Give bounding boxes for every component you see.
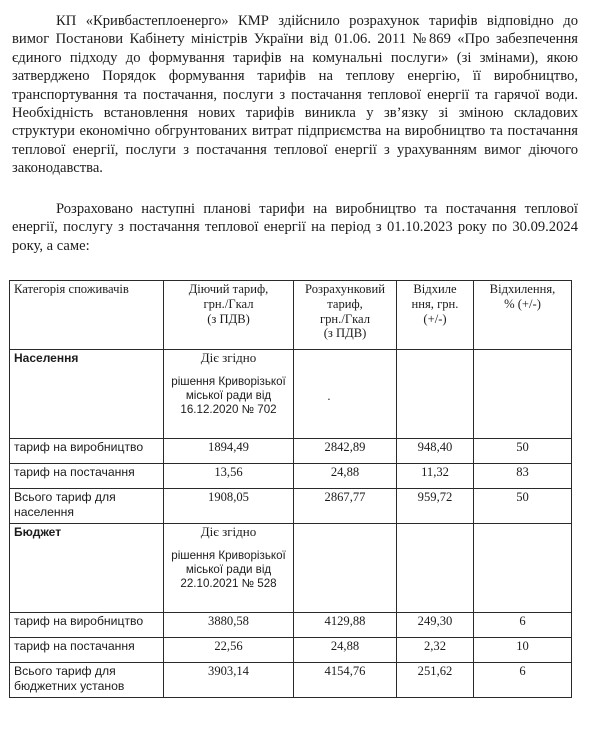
mark-cell: . xyxy=(294,350,397,439)
table-row-total: Всього тариф для населення 1908,05 2867,77 959,72 50 xyxy=(10,489,572,524)
empty-cell xyxy=(397,524,474,613)
empty-cell xyxy=(294,524,397,613)
group-name: Населення xyxy=(10,350,164,439)
header-current-tariff: Діючий тариф, грн./Гкал (з ПДВ) xyxy=(164,281,294,350)
empty-cell xyxy=(397,350,474,439)
group-row-budget xyxy=(10,524,572,613)
header-deviation-pct: Відхилення, % (+/-) xyxy=(474,281,572,350)
header-calculated-tariff: Розрахунковий тариф, грн./Гкал (з ПДВ) xyxy=(294,281,397,350)
group-name: Бюджет xyxy=(10,524,164,613)
tariff-table xyxy=(9,280,572,698)
table-row: тариф на постачання 13,56 24,88 11,32 83 xyxy=(10,464,572,489)
tariffs-paragraph: Розраховано наступні планові тарифи на виробництво та постачання теплової енергії, послугу з постачання теплової енергії на період з 01.10.2023 року по 30.09.2024 року, а саме: xyxy=(12,201,578,254)
table-row-total: Всього тариф для бюджетних установ 3903,14 4154,76 251,62 6 xyxy=(10,663,572,698)
table-row: тариф на виробництво 3880,58 4129,88 249,30 6 xyxy=(10,613,572,638)
header-category: Категорія споживачів xyxy=(10,281,164,350)
current-tariff-basis: Діє згідно рішення Криворізької міської ради від 22.10.2021 № 528 xyxy=(164,524,294,613)
group-row-population xyxy=(10,350,572,439)
empty-cell xyxy=(474,524,572,613)
current-tariff-basis: Діє згідно рішення Криворізької міської ради від 16.12.2020 № 702 xyxy=(164,350,294,439)
intro-paragraph: КП «Кривбастеплоенерго» КМР здійснило розрахунок тарифів відповідно до вимог Постанови Кабінету міністрів України від 01.06. 2011 №869 «Про забезпечення єдиного підходу до формування тарифів на комунальні послуги» (зі змінами), якою затверджено Порядок формування тарифів на теплову енергію, її виробництво, транспортування та постачання, послуги з постачання теплової енергії та гарячої води. Необхідність встановлення нових тарифів виникла у зв’язку зі зміною складових структури економічно обгрунтованих витрат підприємства на виробництво та постачання теплової енергії, послуги з постачання теплової енергії з урахуванням вимог діючого законодавства. xyxy=(12,13,578,177)
header-deviation-uah: Відхиле ння, грн. (+/-) xyxy=(397,281,474,350)
empty-cell xyxy=(474,350,572,439)
table-row: тариф на постачання 22,56 24,88 2,32 10 xyxy=(10,638,572,663)
table-header-row xyxy=(10,281,572,350)
table-row: тариф на виробництво 1894,49 2842,89 948,40 50 xyxy=(10,439,572,464)
